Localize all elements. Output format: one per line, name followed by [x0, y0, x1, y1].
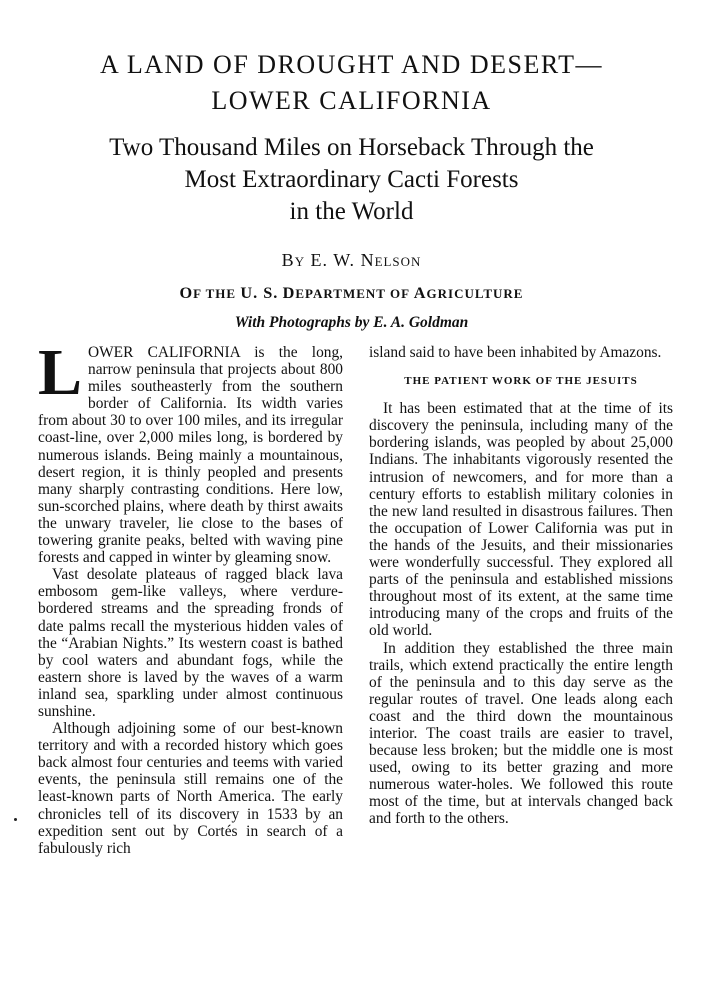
paragraph: In addition they established the three main trails, which extend practically the entire length of the peninsula and to this day serve as the regular routes of travel. One leads along each coast and the third down the mountainous interior. The coast trails are easier to travel, because less broken; but the middle one is most used, owing to its better grazing and more numerous water-holes. We followed this route most of the time, but at intervals changed back and forth to the others.: [369, 639, 673, 828]
byline-by-cap: B: [281, 250, 295, 270]
paragraph-intro-text: OWER CALIFORNIA is the long, narrow peninsula that projects about 800 miles southeasterly from the southern border of California. Its width varies from about 30 to over 100 miles, and its irregular coast-line, over 2,000 miles long, is bordered by numerous islands. Being mainly a mountainous, desert region, it is thinly peopled and presents many sharply contrasting conditions. Here low, sun-scorched plains, where death by thirst awaits the unwary traveler, lie close to the bases of towering granite peaks, belted with waving pine forests and capped in winter by gleaming snow.: [38, 344, 343, 567]
article-column-left: [38, 336, 343, 857]
byline-by-rest: Y: [294, 254, 306, 269]
affil-dept-cap: D: [282, 284, 296, 302]
author-affiliation: [0, 284, 703, 303]
affil-dept-rest: EPARTMENT OF: [295, 286, 410, 301]
paragraph-continuation: island said to have been inhabited by Amazons.: [369, 344, 662, 361]
author-byline: [0, 250, 703, 271]
paragraph: Although adjoining some of our best-known territory and with a recorded history which goes back almost four centuries and teems with varied events, the peninsula still remains one of the least-known parts of North America. The early chronicles tell of its discovery in 1533 by an expedition sent out by Cortés in search of a fabulously rich: [38, 720, 343, 857]
affil-us: U. S.: [240, 284, 279, 302]
affil-agri-cap: A: [413, 284, 427, 302]
article-subtitle-line-1: Two Thousand Miles on Horseback Through the: [109, 134, 594, 161]
article-column-right: [369, 344, 673, 828]
print-speck: [14, 818, 17, 821]
article-title-line-1: A LAND OF DROUGHT AND DESERT—: [100, 50, 603, 79]
author-initials: E. W.: [310, 250, 356, 270]
photo-credit: With Photographs by E. A. Goldman: [234, 314, 469, 331]
affil-agri-rest: GRICULTURE: [426, 286, 524, 301]
affil-of-cap: O: [179, 284, 194, 302]
author-surname-cap: N: [360, 250, 375, 270]
affil-of-rest: F THE: [193, 286, 237, 301]
paragraph: It has been estimated that at the time of its discovery the peninsula, including many of the bordering islands, was peopled by about 25,000 Indians. The inhabitants vigorously resented the intrusion of newcomers, and for more than a century efforts to establish military colonies in the new land resulted in disastrous failures. Then the occupation of Lower California was put in the hands of the Jesuits, and their missionaries were wonderfully successful. They explored all parts of the peninsula and established missions throughout most of its extent, at the same time introducing many of the crops and fruits of the old world.: [369, 400, 673, 640]
article-subtitle-line-3: in the World: [289, 198, 414, 225]
author-surname-rest: ELSON: [374, 254, 422, 269]
paragraph: Vast desolate plateaus of ragged black lava embosom gem-like valleys, where verdure-bordered streams and the spreading fronds of date palms recall the mysterious hidden vales of the “Arabian Nights.” Its western coast is bathed by cool waters and abundant fogs, while the eastern shore is laved by the waves of a warm inland sea, sparkling under almost continuous sunshine.: [38, 566, 343, 720]
article-subtitle-line-2: Most Extraordinary Cacti Forests: [184, 166, 519, 193]
paragraph-intro: [38, 336, 343, 567]
drop-cap: L: [38, 336, 83, 409]
article-title-line-2: LOWER CALIFORNIA: [211, 86, 492, 115]
section-heading: THE PATIENT WORK OF THE JESUITS: [404, 375, 638, 388]
